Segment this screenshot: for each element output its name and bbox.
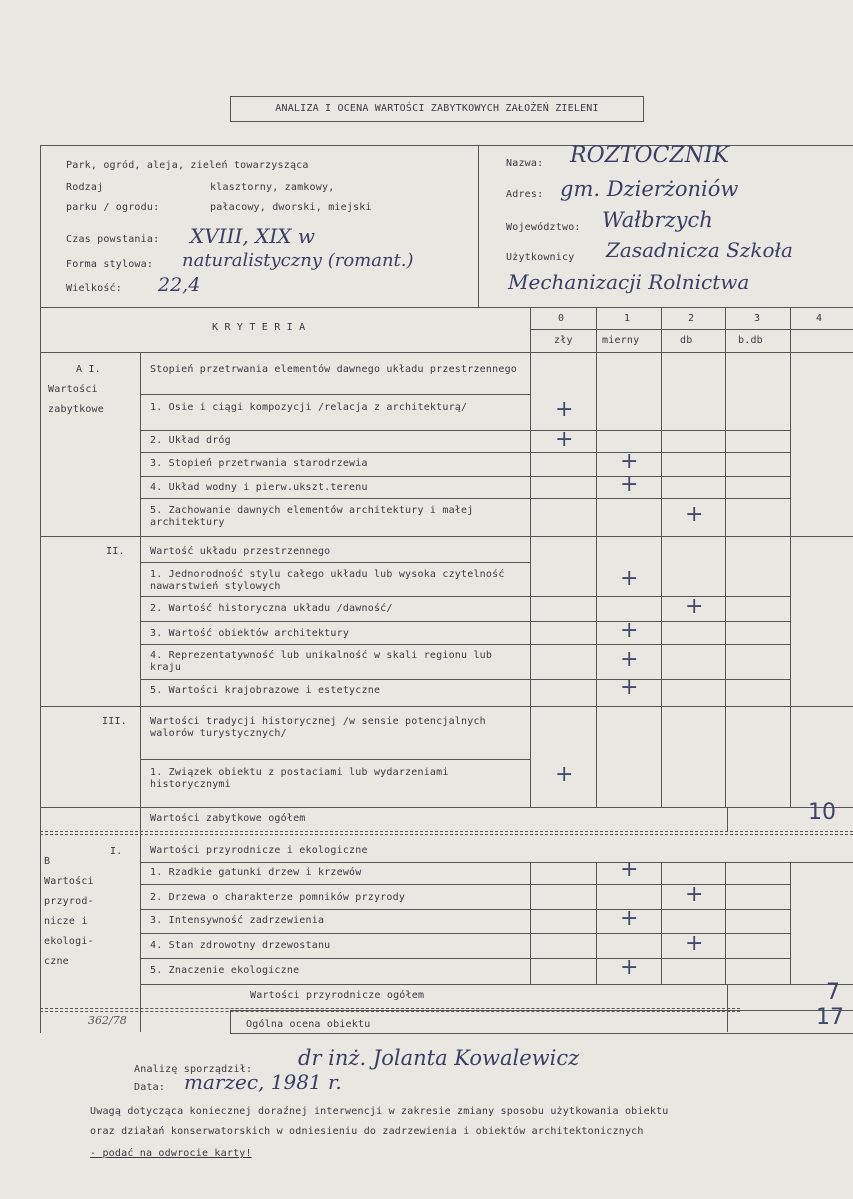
note-line-3: - podać na odwrocie karty! xyxy=(90,1148,252,1159)
uzytkownicy-value-2: Mechanizacji Rolnictwa xyxy=(508,270,750,294)
a-III-item-1: 1. Związek obiektu z postaciami lub wydarzeniami historycznymi xyxy=(150,767,449,790)
header-top-line xyxy=(40,307,853,308)
plus-mark-II-4: + xyxy=(620,647,639,672)
col0-label: zły xyxy=(554,335,573,346)
b-item-2: 2. Drzewa o charakterze pomników przyrody xyxy=(150,892,406,903)
b-item-5: 5. Znaczenie ekologiczne xyxy=(150,965,300,976)
czas-value: XVIII, XIX w xyxy=(190,224,315,248)
a-I-item-2: 2. Układ dróg xyxy=(150,435,231,446)
row-line xyxy=(140,679,790,680)
prepared-by-value: dr inż. Jolanta Kowalewicz xyxy=(298,1046,580,1070)
row-line xyxy=(140,498,790,499)
header-bottom-line xyxy=(40,352,853,353)
wojewodztwo-value: Wałbrzych xyxy=(602,208,713,232)
col3-number: 3 xyxy=(754,313,761,324)
archive-stamp: 362/78 xyxy=(88,1014,127,1027)
section-a-I-title: Stopień przetrwania elementów dawnego układu przestrzennego xyxy=(150,364,518,375)
a-II-item-1: 1. Jednorodność stylu całego układu lub wysoka czytelność nawarstwień stylowych xyxy=(150,569,505,592)
b-col-divider-2 xyxy=(661,862,662,984)
section-a-label: A I. xyxy=(76,364,101,375)
types-line2: pałacowy, dworski, miejski xyxy=(210,202,372,213)
wielkosc-value: 22,4 xyxy=(158,274,201,296)
nazwa-value: ROZTOCZNIK xyxy=(570,143,730,168)
info-divider xyxy=(478,145,479,307)
a-II-item-2: 2. Wartość historyczna układu /dawność/ xyxy=(150,603,393,614)
col2-label: db xyxy=(680,335,693,346)
row-line xyxy=(140,452,790,453)
plus-mark-I-1: + xyxy=(555,397,574,422)
uzytkownicy-value-1: Zasadnicza Szkoła xyxy=(606,238,793,262)
plus-mark-I-3: + xyxy=(620,449,639,474)
col4-number: 4 xyxy=(816,313,823,324)
a-II-item-5: 5. Wartości krajobrazowe i estetyczne xyxy=(150,685,381,696)
col-divider-1 xyxy=(596,307,597,807)
section-divider-4 xyxy=(40,1011,740,1012)
b-title-line xyxy=(140,862,853,863)
a-III-title-line xyxy=(140,759,530,760)
note-line-1: Uwagą dotycząca koniecznej doraźnej interwencji w zakresie zmiany sposobu użytkowania obiektu xyxy=(90,1106,669,1117)
section-b-title: Wartości przyrodnicze i ekologiczne xyxy=(150,845,368,856)
note-line-2: oraz działań konserwatorskich w odniesieniu do zadrzewienia i obiektów architektonicznych xyxy=(90,1126,644,1137)
overall-label: Ogólna ocena obiektu xyxy=(246,1019,371,1030)
header-mid-line xyxy=(530,329,853,330)
row-line xyxy=(140,476,790,477)
overall-left-line xyxy=(230,1010,231,1034)
park-types-line: Park, ogród, aleja, zieleń towarzysząca xyxy=(66,160,309,171)
section-a-wartosci: Wartości xyxy=(48,384,98,395)
row-line xyxy=(140,621,790,622)
plus-mark-I-5: + xyxy=(685,502,704,527)
b-col-divider-1 xyxy=(596,862,597,984)
a-II-item-3: 3. Wartość obiektów architektury xyxy=(150,628,350,639)
kryteria-heading: K R Y T E R I A xyxy=(212,322,306,333)
section-a-II-title: Wartość układu przestrzennego xyxy=(150,546,331,557)
a-I-item-5: 5. Zachowanie dawnych elementów architektury i małej architektury xyxy=(150,505,474,528)
plus-mark-B-4: + xyxy=(685,931,704,956)
row-line xyxy=(140,958,790,959)
b-item-1: 1. Rzadkie gatunki drzew i krzewów xyxy=(150,867,362,878)
rodzaj-label: Rodzaj xyxy=(66,182,104,193)
section-a-zabytkowe: zabytkowe xyxy=(48,404,104,415)
row-line xyxy=(140,430,790,431)
section-divider-3 xyxy=(40,1008,740,1009)
wielkosc-label: Wielkość: xyxy=(66,283,122,294)
total-a-divider xyxy=(727,807,728,831)
col-divider-4 xyxy=(790,307,791,807)
plus-mark-II-1: + xyxy=(620,566,639,591)
a-I-title-line xyxy=(140,394,530,395)
b-col-divider-0 xyxy=(530,862,531,984)
col-divider-3 xyxy=(725,307,726,807)
col1-number: 1 xyxy=(624,313,631,324)
plus-mark-B-1: + xyxy=(620,857,639,882)
top-border xyxy=(40,145,853,146)
adres-value: gm. Dzierżoniów xyxy=(560,177,739,201)
row-line xyxy=(140,644,790,645)
types-line1: klasztorny, zamkowy, xyxy=(210,182,335,193)
section-b-total-value: 7 xyxy=(826,980,840,1005)
overall-bottom-line xyxy=(230,1033,853,1034)
plus-mark-I-4: + xyxy=(620,472,639,497)
date-label: Data: xyxy=(134,1082,166,1093)
section-divider-1 xyxy=(40,831,853,832)
b-col-divider-4 xyxy=(790,862,791,984)
date-value: marzec, 1981 r. xyxy=(184,1070,342,1094)
section-a-total-value: 10 xyxy=(808,800,836,825)
b-item-4: 4. Stan zdrowotny drzewostanu xyxy=(150,940,331,951)
plus-mark-II-2: + xyxy=(685,594,704,619)
col3-label: b.db xyxy=(738,335,763,346)
a-II-title-line xyxy=(140,562,530,563)
forma-value: naturalistyczny (romant.) xyxy=(182,250,414,271)
a-II-item-4: 4. Reprezentatywność lub unikalność w skali regionu lub kraju xyxy=(150,650,493,673)
plus-mark-III-1: + xyxy=(555,762,574,787)
overall-value: 17 xyxy=(816,1005,844,1030)
section-a-II-top-line xyxy=(40,536,853,537)
col1-label: mierny xyxy=(602,335,640,346)
czas-label: Czas powstania: xyxy=(66,234,160,245)
wojewodztwo-label: Województwo: xyxy=(506,222,581,233)
plus-mark-I-2: + xyxy=(555,427,574,452)
col-divider-2 xyxy=(661,307,662,807)
plus-mark-II-3: + xyxy=(620,618,639,643)
section-b-label: B Wartości przyrod- nicze i ekologi- czne xyxy=(44,856,94,967)
form-title: ANALIZA I OCENA WARTOŚCI ZABYTKOWYCH ZAŁOŻEŃ ZIELENI xyxy=(230,96,644,122)
section-b-total-label: Wartości przyrodnicze ogółem xyxy=(250,990,425,1001)
b-item-3: 3. Intensywność zadrzewienia xyxy=(150,915,325,926)
plus-mark-B-5: + xyxy=(620,955,639,980)
plus-mark-II-5: + xyxy=(620,675,639,700)
col0-number: 0 xyxy=(558,313,565,324)
parku-label: parku / ogrodu: xyxy=(66,202,160,213)
plus-mark-B-3: + xyxy=(620,906,639,931)
a-I-item-3: 3. Stopień przetrwania starodrzewia xyxy=(150,458,368,469)
adres-label: Adres: xyxy=(506,189,544,200)
section-divider-2 xyxy=(40,834,853,835)
b-total-top-line xyxy=(140,984,853,985)
plus-mark-B-2: + xyxy=(685,882,704,907)
section-a-total-top-line xyxy=(40,807,853,808)
row-line xyxy=(140,909,790,910)
overall-top-line xyxy=(230,1010,853,1011)
section-a-total-label: Wartości zabytkowe ogółem xyxy=(150,813,306,824)
b-col-divider-3 xyxy=(725,862,726,984)
section-a-III-top-line xyxy=(40,706,853,707)
criteria-left-divider xyxy=(140,352,141,1032)
prepared-by-label: Analizę sporządził: xyxy=(134,1064,253,1075)
a-I-item-1: 1. Osie i ciągi kompozycji /relacja z architekturą/ xyxy=(150,402,468,413)
col2-number: 2 xyxy=(688,313,695,324)
section-a-II-number: II. xyxy=(106,546,125,557)
section-b-number: I. xyxy=(110,846,123,857)
col-divider-0 xyxy=(530,307,531,807)
a-I-item-4: 4. Układ wodny i pierw.ukszt.terenu xyxy=(150,482,368,493)
section-a-III-title: Wartości tradycji historycznej /w sensie potencjalnych walorów turystycznych/ xyxy=(150,716,486,739)
left-border xyxy=(40,145,41,1033)
forma-label: Forma stylowa: xyxy=(66,259,154,270)
nazwa-label: Nazwa: xyxy=(506,158,544,169)
uzytkownicy-label: Użytkownicy xyxy=(506,252,575,263)
section-a-III-number: III. xyxy=(102,716,127,727)
